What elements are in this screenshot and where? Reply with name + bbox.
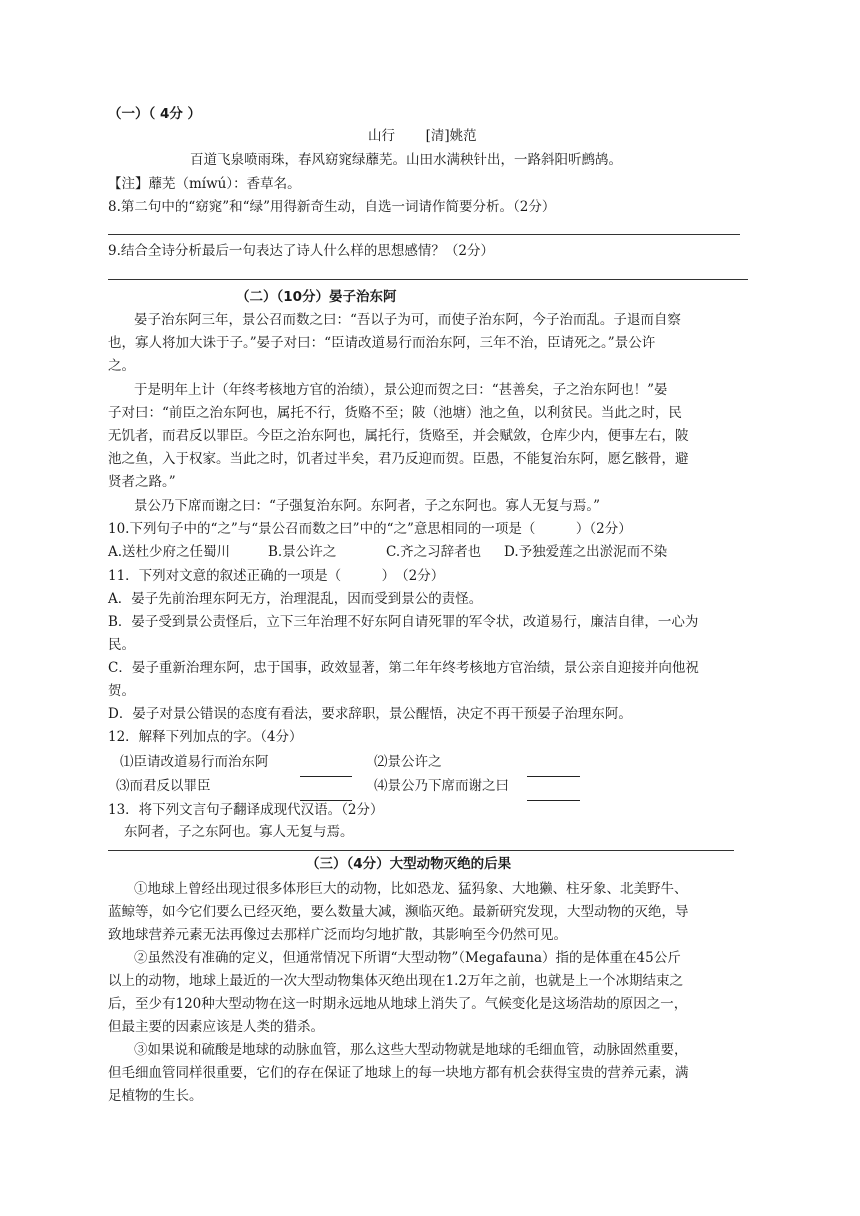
section-1-heading: （一）（ 4分 ） <box>108 106 202 122</box>
s3-p2-line1: ②虽然没有准确的定义，但通常情况下所谓“大型动物”（Megafauna）指的是体重在45公斤 <box>134 950 681 966</box>
q11-option-c-line2[interactable]: 贺。 <box>108 683 135 699</box>
q11-option-b-line2[interactable]: 民。 <box>108 637 135 653</box>
poem-author: [清]姚范 <box>425 128 477 144</box>
s2-p2-line4: 池之鱼，入于权家。当此之时，饥者过半矣，君乃反迎而贺。臣愚，不能复治东阿，愿乞骸骨，避 <box>108 451 689 467</box>
q13-sentence: 东阿者，子之东阿也。寡人无复与焉。 <box>124 824 354 840</box>
question-13: 13．将下列文言句子翻译成现代汉语。（2分） <box>108 802 384 818</box>
q11-option-b-line1[interactable]: B．晏子受到景公责怪后，立下三年治理不好东阿自请死罪的军令状，改道易行，廉洁自律，一心为 <box>108 614 699 630</box>
q12-blank-2[interactable] <box>527 764 580 777</box>
s3-p2-line3: 后，至少有120种大型动物在这一时期永远地从地球上消失了。气候变化是这场浩劫的原因之一， <box>108 996 688 1012</box>
section-3-heading: （三）（4分）大型动物灭绝的后果 <box>306 856 512 872</box>
s3-p3-line3: 足植物的生长。 <box>108 1088 203 1104</box>
q12-item-4: ⑷景公乃下席而谢之曰 <box>374 778 509 794</box>
answer-line-13[interactable] <box>108 850 734 851</box>
question-8: 8.第二句中的“窈窕”和“绿”用得新奇生动，自选一词请作简要分析。（2分） <box>108 199 556 215</box>
section-2-heading: （二）（10分）晏子治东阿 <box>236 289 397 305</box>
s2-p2-line2: 子对曰：“前臣之治东阿也，属托不行，货赂不至；陂（池塘）池之鱼，以利贫民。当此之时，民 <box>108 405 682 421</box>
s2-p3: 景公乃下席而谢之曰：“子强复治东阿。东阿者，子之东阿也。寡人无复与焉。” <box>134 498 601 514</box>
poem-body: 百道飞泉喷雨珠，春风窈窕绿蘼芜。山田水满秧针出，一路斜阳听鹧鸪。 <box>190 152 622 168</box>
q10-option-d[interactable]: D.予独爱莲之出淤泥而不染 <box>504 544 668 560</box>
q11-option-d[interactable]: D．晏子对景公错误的态度有看法，要求辞职，景公醒悟，决定不再干预晏子治理东阿。 <box>108 706 632 722</box>
s2-p2-line3: 无饥者，而君反以罪臣。今臣之治东阿也，属托行，货赂至，并会赋敛，仓库少内，便事左右，陂 <box>108 428 689 444</box>
s2-p1-line3: 之。 <box>108 358 135 374</box>
q10-option-c[interactable]: C.齐之习辞者也 <box>386 544 482 560</box>
q12-item-1: ⑴臣请改道易行而治东阿 <box>120 754 269 770</box>
q12-blank-3[interactable] <box>300 788 352 801</box>
q12-item-2: ⑵景公许之 <box>374 754 442 770</box>
q10-option-b[interactable]: B.景公许之 <box>268 544 337 560</box>
s3-p1-line3: 致地球营养元素无法再像过去那样广泛而均匀地扩散，其影响至今仍然可见。 <box>108 927 567 943</box>
q12-blank-4[interactable] <box>527 788 580 801</box>
question-11: 11．下列对文意的叙述正确的一项是（ ） （2分） <box>108 568 445 584</box>
s3-p3-line2: 但毛细血管同样很重要，它们的存在保证了地球上的每一块地方都有机会获得宝贵的营养元素，满 <box>108 1065 689 1081</box>
q12-blank-1[interactable] <box>300 764 352 777</box>
s3-p1-line1: ①地球上曾经出现过很多体形巨大的动物，比如恐龙、猛犸象、大地獭、柱牙象、北美野牛、 <box>134 881 688 897</box>
answer-line-8[interactable] <box>108 234 740 235</box>
q10-option-a[interactable]: A.送杜少府之任蜀川 <box>108 544 231 560</box>
s3-p2-line2: 以上的动物，地球上最近的一次大型动物集体灭绝出现在1.2万年之前，也就是上一个冰期结束之 <box>108 973 683 989</box>
question-10: 10.下列句子中的“之”与“景公召而数之曰”中的“之”意思相同的一项是（ ）（2分） <box>108 521 632 537</box>
poem-note: 【注】蘼芜（míwú）：香草名。 <box>108 176 301 192</box>
s2-p1-line1: 晏子治东阿三年，景公召而数之曰：“吾以子为可，而使子治东阿，今子治而乱。子退而自察 <box>134 312 681 328</box>
s2-p2-line5: 贤者之路。” <box>108 474 176 490</box>
s3-p3-line1: ③如果说和硫酸是地球的动脉血管，那么这些大型动物就是地球的毛细血管，动脉固然重要， <box>134 1042 688 1058</box>
question-9: 9.结合全诗分析最后一句表达了诗人什么样的思想感情？（2分） <box>108 243 494 259</box>
s3-p2-line4: 但最主要的因素应该是人类的猎杀。 <box>108 1019 324 1035</box>
q11-option-c-line1[interactable]: C．晏子重新治理东阿，忠于国事，政效显著，第二年年终考核地方官治绩，景公亲自迎接并向他祝 <box>108 660 699 676</box>
question-12: 12．解释下列加点的字。（4分） <box>108 729 303 745</box>
poem-title-line <box>368 130 477 144</box>
s2-p1-line2: 也，寡人将加大诛于子。”晏子对曰：“臣请改道易行而治东阿，三年不治，臣请死之。”景公许 <box>108 335 656 351</box>
s2-p2-line1: 于是明年上计（年终考核地方官的治绩），景公迎而贺之曰：“甚善矣，子之治东阿也！”晏 <box>134 382 668 398</box>
q11-option-a[interactable]: A．晏子先前治理东阿无方，治理混乱，因而受到景公的责怪。 <box>108 591 483 607</box>
q12-item-3: ⑶而君反以罪臣 <box>116 778 211 794</box>
poem-title: 山行 <box>368 128 395 144</box>
answer-line-9[interactable] <box>108 279 748 280</box>
s3-p1-line2: 蓝鲸等，如今它们要么已经灭绝，要么数量大减，濒临灭绝。最新研究发现，大型动物的灭绝，导 <box>108 904 689 920</box>
